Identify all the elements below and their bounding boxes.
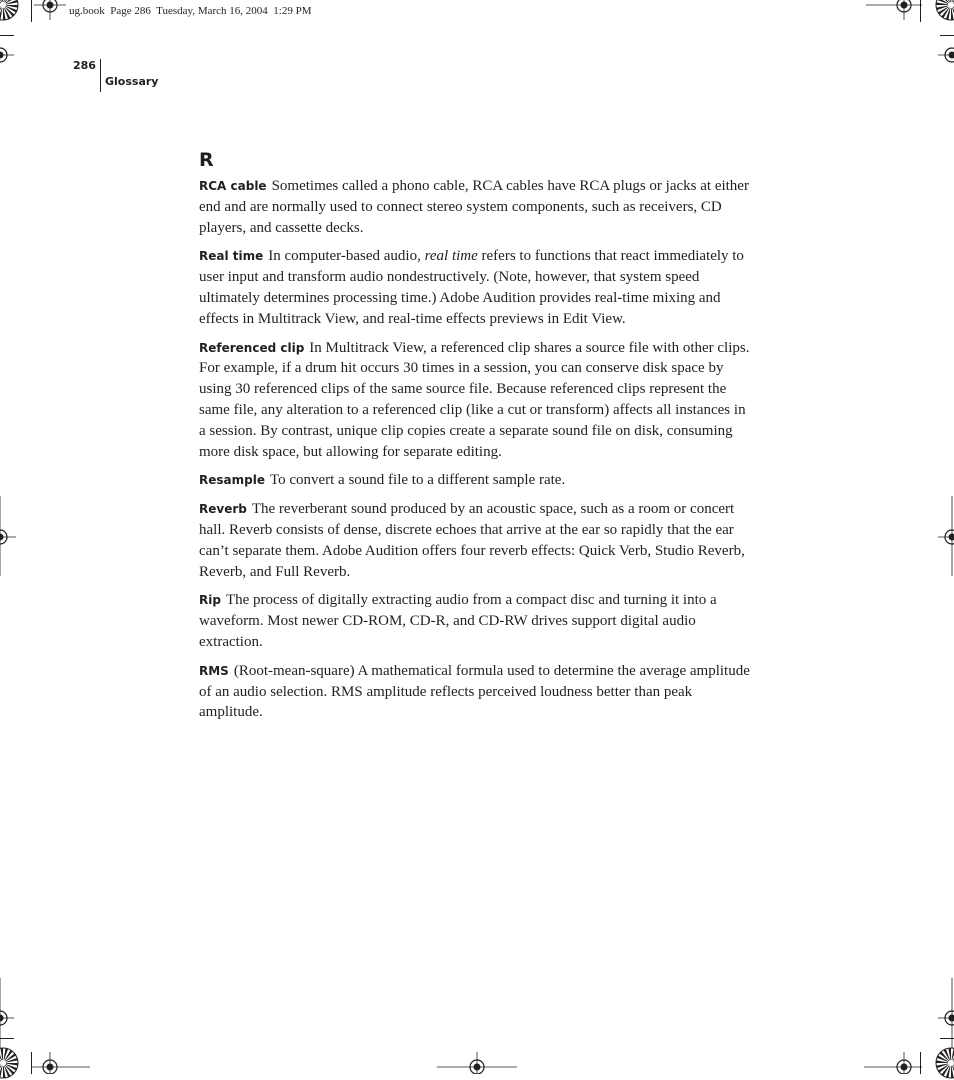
header-divider [100, 59, 101, 92]
glossary-definition: In computer-based audio, [268, 248, 424, 264]
glossary-entry [199, 590, 755, 652]
registration-mark-icon [437, 1052, 517, 1074]
registration-mark-icon [34, 0, 66, 20]
calibration-dial-icon [934, 1046, 954, 1080]
glossary-definition: The reverberant sound produced by an acoustic space, such as a room or concert hall. Reverb consists of dense, discrete echoes that arrive at the ear so rapidly that the ear can’t separate them. Adobe Audition offers four reverb effects: Quick Verb, Studio Reverb, Reverb, and Full Reverb. [199, 501, 745, 579]
crop-mark [0, 35, 14, 36]
glossary-definition: To convert a sound file to a different sample rate. [270, 472, 565, 488]
letter-heading: R [199, 148, 755, 172]
glossary-term: RMS [199, 664, 229, 678]
glossary-term: Referenced clip [199, 341, 304, 355]
page-number: 286 [73, 59, 96, 72]
glossary-definition: Sometimes called a phono cable, RCA cables have RCA plugs or jacks at either end and are normally used to connect stereo system components, such as receivers, CD players, and cassette decks. [199, 178, 749, 236]
crop-mark [31, 0, 32, 22]
glossary-entry [199, 246, 755, 329]
glossary-entry [199, 661, 755, 723]
glossary-term: RCA cable [199, 179, 267, 193]
glossary-definition-emphasis: real time [425, 248, 478, 264]
section-title: Glossary [105, 75, 158, 88]
registration-mark-icon [938, 40, 954, 70]
glossary-definition: The process of digitally extracting audio from a compact disc and turning it into a waveform. Most newer CD-ROM, CD-R, and CD-RW drives support digital audio extraction. [199, 592, 717, 650]
registration-mark-icon [864, 1052, 922, 1074]
calibration-dial-icon [0, 0, 20, 22]
glossary-entry [199, 338, 755, 463]
calibration-dial-icon [934, 0, 954, 22]
registration-mark-icon [938, 496, 954, 576]
glossary-term: Rip [199, 593, 221, 607]
registration-mark-icon [32, 1052, 90, 1074]
registration-mark-icon [0, 496, 16, 576]
registration-mark-icon [0, 40, 14, 70]
glossary-definition: In Multitrack View, a referenced clip shares a source file with other clips. For example, if a drum hit occurs 30 times in a session, you can conserve disk space by using 30 referenced clips of the same source file. Because referenced clips represent the same file, any alteration to a referenced clip (like a cut or transform) affects all instances in a session. By contrast, unique clip copies create a separate sound file on disk, consuming more disk space, but allowing for separate editing. [199, 340, 749, 460]
glossary-section [199, 148, 755, 731]
glossary-entry [199, 499, 755, 582]
print-slug: ug.book Page 286 Tuesday, March 16, 2004 1:29 PM [69, 5, 312, 17]
glossary-definition: (Root-mean-square) A mathematical formula used to determine the average amplitude of an audio selection. RMS amplitude reflects perceived loudness better than peak amplitude. [199, 663, 750, 721]
crop-mark [940, 35, 954, 36]
glossary-term: Resample [199, 473, 265, 487]
calibration-dial-icon [0, 1046, 20, 1080]
glossary-entry [199, 176, 755, 238]
glossary-term: Reverb [199, 502, 247, 516]
glossary-term: Real time [199, 249, 263, 263]
glossary-definition: refers to functions that react immediately to user input and transform audio nondestructively. (Note, however, that system speed ultimately determines processing time.) Adobe Audition provides real-time mixing and effects in Multitrack View, and real-time effects previews in Edit View. [199, 248, 744, 326]
registration-mark-icon [866, 0, 922, 20]
glossary-entry [199, 470, 755, 491]
